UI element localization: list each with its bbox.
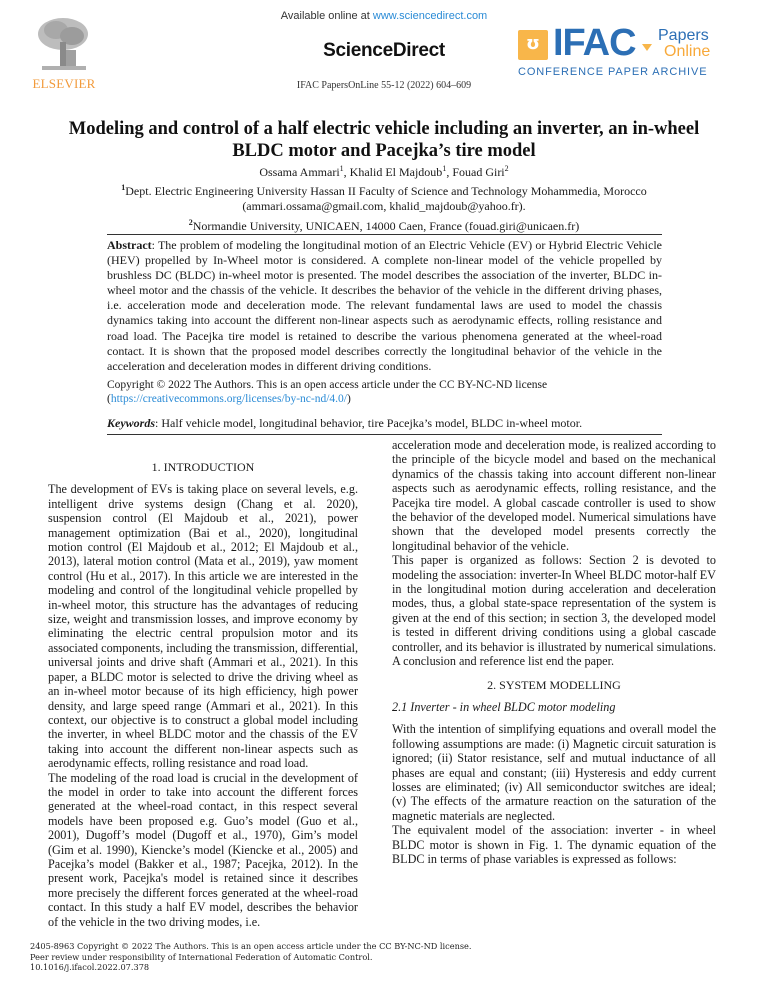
ifac-online-label: Online (664, 43, 711, 60)
system-paragraph-1: With the intention of simplifying equations and overall model the following assumptions are made: (i) Magnetic circuit saturation is ignored; (ii) Stator resistance, self and mutual inductance of all phases are equal and constant; (iii) Hysteresis and eddy current losses are eliminated; (iv) All semiconductor switches are ideal; (v) The effects of the armature reaction on the saturation of the magnetic materials are neglected. (392, 722, 716, 823)
abstract-text: : The problem of modeling the longitudinal motion of an Electric Vehicle (EV) or Hybrid Electric Vehicle (HEV) propelled by In-Wheel motor is considered. A complete non-linear model of the vehicle propelled by brushless DC (BLDC) in-wheel motor is presented. The model describes the association of the inverter, BLDC in-wheel motor and the chassis of the vehicle. It describes the behavior of the vehicle in the different driving phases, i.e. acceleration mode and deceleration mode. The relevant fundamental laws are used to model the chassis dynamics taking into account the different non-linear aspects such as aerodynamic effects, rolling resistance and road load. The Pacejka tire model is retained to describe the various phenomena generated at the wheel-road contact. It is shown that the proposed model describes correctly the longitudinal behavior of the vehicle in the acceleration and deceleration modes in different driving conditions. (107, 238, 662, 373)
system-paragraph-2: The equivalent model of the association: inverter - in wheel BLDC motor is shown in Fig. 1. The dynamic equation of the BLDC in terms of phase variables is expressed as follows: (392, 823, 716, 866)
right-column (392, 438, 716, 866)
keywords-text: : Half vehicle model, longitudinal behavior, tire Pacejka’s model, BLDC in-wheel motor. (155, 416, 583, 430)
ifac-wordmark: IFAC (553, 22, 636, 64)
license-link[interactable]: https://creativecommons.org/licenses/by-nc-nd/4.0/ (110, 393, 347, 405)
abstract (107, 238, 662, 374)
keywords-bottom-rule (107, 434, 662, 435)
ifac-papersonline-logo (518, 22, 728, 82)
author-name: Ossama Ammari (259, 165, 340, 179)
author-name: Fouad Giri (452, 165, 505, 179)
subsection-heading-inverter: 2.1 Inverter - in wheel BLDC motor modeling (392, 699, 616, 714)
footer-doi: 10.1016/j.ifacol.2022.07.378 (30, 962, 150, 972)
keywords (107, 416, 662, 431)
intro-paragraph-1: The development of EVs is taking place on several levels, e.g. intelligent drive systems design (Chang et al. 2020), suspension control (El Majdoub et al., 2021), power management optimization (Bai et al., 2020), longitudinal motion control (El Majdoub et al., 2012; El Majdoub et al., 2013), lateral motion control (Mata et al., 2019), yaw moment control (Hu et al., 2017). In this article we are interested in the modeling and control of the longitudinal vehicle propelled by in-wheel motor, this structure has the advantages of reducing size, weight and transmission losses, and improve economy by eliminating the electric central propulsion motor and its associated components, including the transmission, differential, universal joints and drive shaft (Ammari et al., 2021). In this paper, a BLDC motor is selected to drive the driving wheel as an in-wheel motor because of its high efficiency, high power density, and large speed range (Ammari et al., 2021). In this context, our objective is to construct a global model including the inverter, in wheel BLDC motor and the chassis of the EV taking into account the different non-linear aspects such as aerodynamic effects, rolling resistance and road load. (48, 482, 358, 771)
intro-paragraph-2-continued: acceleration mode and deceleration mode, is realized according to the principle of the bicycle model and based on the mechanical dynamics of the chassis taking into account different non-linear aspects such as aerodynamic effects, rolling resistance, and the Pacejka tire model. A global cascade controller is used to show the behavior of the developed model. Numerical simulations have shown that the developed model presents correctly the longitudinal behavior of the vehicle. (392, 438, 716, 553)
intro-paragraph-2: The modeling of the road load is crucial in the development of the model in order to take into account the different forces generated at the wheel-road contact, in this respect several models have been proposed e.g. Guo’s model (Guo et al., 2001), Dugoff’s model (Dugoff et al., 1970), Gim’s model (Gim et al. 1990), Kiencke’s model (Kiencke et al., 2005) and Pacejka’s model (Bakker et al., 1987; Pacejka, 2012). In the present work, Pacejka's model is retained since it describes more precisely the different forces generated at the wheel-road contact. In this study a half EV model, describes the behavior of the vehicle in the two driving modes, i.e. (48, 770, 358, 929)
ifac-emblem-icon: ʊ (518, 30, 548, 60)
affiliation-2: $^2$Normandie University, UNICAEN, 14000 Caen, France (fouad.giri@unicaen.fr) (188, 218, 580, 233)
elsevier-wordmark: ELSEVIER (32, 76, 96, 91)
footer-copyright: 2405-8963 Copyright © 2022 The Authors. This is an open access article under the CC BY-NC-ND license. (30, 941, 472, 951)
affiliation-text: Dept. Electric Engineering University Hassan II Faculty of Science and Technology Mohammedia, Morocco (ammari.ossama@gmail.com, khalid_majdoub@yahoo.fr). (125, 184, 647, 213)
keywords-label: Keywords (107, 416, 155, 430)
page-footer (30, 941, 472, 973)
copyright-notice: Copyright © 2022 The Authors. This is an open access article under the CC BY-NC-ND license (https://creativecommons.org/licenses/by-nc-nd/4.0/) (107, 379, 548, 405)
left-column (48, 460, 358, 929)
sciencedirect-logo: ScienceDirect (323, 40, 445, 61)
section-heading-system-modelling: 2. SYSTEM MODELLING (487, 677, 621, 692)
paper-title: Modeling and control of a half electric vehicle including an inverter, an in-wheel BLDC motor and Pacejka’s tire model (68, 119, 700, 161)
ifac-arrow-icon (642, 44, 652, 51)
available-online-line (0, 10, 768, 22)
footer-peer-review: Peer review under responsibility of International Federation of Automatic Control. (30, 951, 373, 962)
author-list: Ossama Ammari$^1$, Khalid El Majdoub$^1$, Fouad Giri$^2$ (259, 164, 509, 179)
ifac-archive-label: CONFERENCE PAPER ARCHIVE (518, 66, 708, 78)
affiliation-1: $^1$Dept. Electric Engineering University Hassan II Faculty of Science and Technology Mohammedia, Morocco (ammari.ossama@gmail.com, khalid_majdoub@yahoo.fr). (121, 183, 647, 213)
abstract-top-rule (107, 234, 662, 235)
affiliation-text: Normandie University, UNICAEN, 14000 Caen, France (fouad.giri@unicaen.fr) (192, 219, 580, 233)
ifac-papers-label: Papers (658, 27, 709, 44)
available-online-label: Available online at (280, 10, 373, 22)
intro-paragraph-3: This paper is organized as follows: Section 2 is devoted to modeling the association: inverter-In Wheel BLDC motor-half EV in the longitudinal motion during acceleration and deceleration modes, thus, a global state-space representation of the system is given at the end of this section; in section 3, the developed model is tested in different driving conditions using a global cascade controller, and its behavior is illustrated by numerical simulations. A conclusion and reference list end the paper. (392, 553, 716, 669)
journal-citation: IFAC PapersOnLine 55-12 (2022) 604–609 (296, 80, 472, 91)
copyright-text: Copyright © 2022 The Authors. This is an open access article under the CC BY-NC-ND license (107, 379, 548, 391)
sciencedirect-link[interactable]: www.sciencedirect.com (372, 10, 488, 22)
author-name: Khalid El Majdoub (349, 165, 443, 179)
abstract-label: Abstract (107, 238, 152, 252)
section-heading-introduction: 1. INTRODUCTION (151, 460, 255, 474)
